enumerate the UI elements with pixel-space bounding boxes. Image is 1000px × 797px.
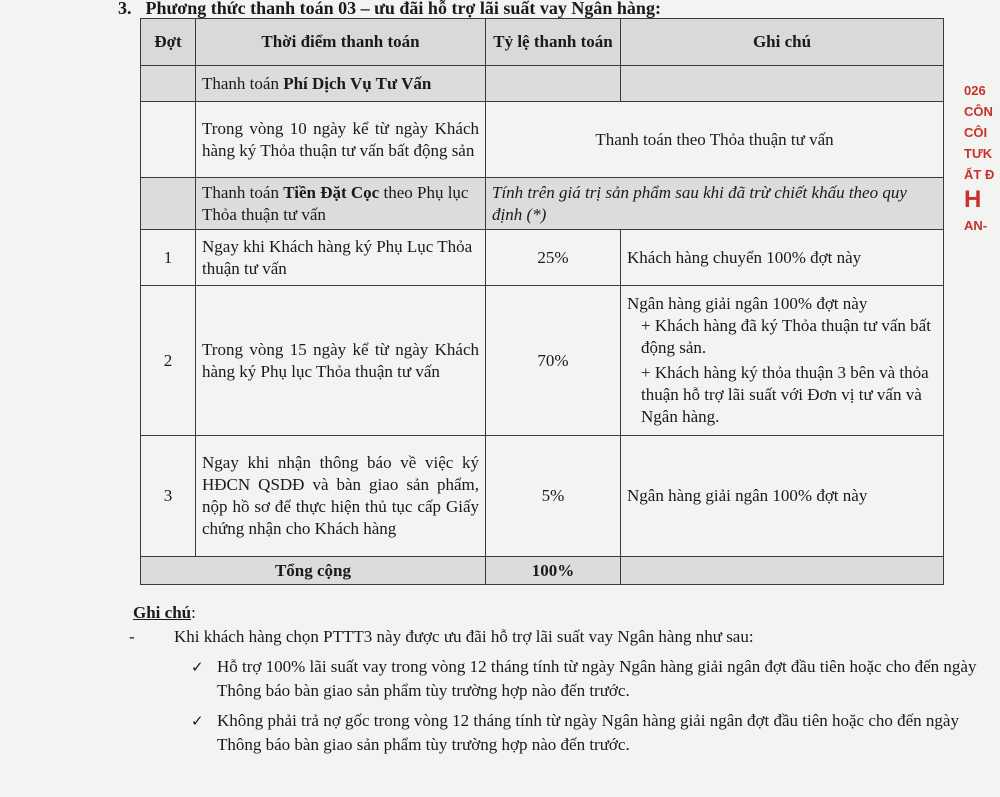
consult-time: Trong vòng 10 ngày kể từ ngày Khách hàng ký Thỏa thuận tư vấn bất động sản — [196, 102, 486, 178]
total-label: Tổng cộng — [141, 557, 486, 585]
notes-heading: Ghi chú: — [133, 603, 196, 622]
total-rate: 100% — [486, 557, 621, 585]
section-fee-label: Thanh toán Phí Dịch Vụ Tư Vấn — [196, 66, 486, 102]
table-row-consult — [141, 102, 944, 178]
section-row-fee — [141, 66, 944, 102]
checkmark-icon: ✓ — [191, 712, 204, 730]
row-note — [621, 286, 944, 436]
row-note: Khách hàng chuyển 100% đợt này — [621, 230, 944, 286]
header-dot: Đợt — [141, 19, 196, 66]
row-note-sub: + Khách hàng đã ký Thỏa thuận tư vấn bất động sản. — [641, 316, 931, 357]
deposit-note: Tính trên giá trị sản phẩm sau khi đã trừ chiết khấu theo quy định (*) — [486, 178, 944, 230]
section-row-deposit — [141, 178, 944, 230]
row-rate: 70% — [486, 286, 621, 436]
notes-title: Ghi chú — [133, 603, 192, 622]
table-row — [141, 286, 944, 436]
notes-intro: - Khi khách hàng chọn PTTT3 này được ưu đãi hỗ trợ lãi suất vay Ngân hàng như sau: — [129, 627, 754, 646]
table-header-row — [141, 19, 944, 66]
header-note: Ghi chú — [621, 19, 944, 66]
header-rate: Tỷ lệ thanh toán — [486, 19, 621, 66]
row-rate: 25% — [486, 230, 621, 286]
row-dot: 2 — [141, 286, 196, 436]
consult-merged-note: Thanh toán theo Thỏa thuận tư vấn — [486, 102, 944, 178]
payment-schedule-table — [140, 18, 944, 585]
section-number: 3. — [118, 0, 132, 18]
section-title: Phương thức thanh toán 03 – ưu đãi hỗ trợ lãi suất vay Ngân hàng: — [145, 0, 661, 18]
section-deposit-label: Thanh toán Tiền Đặt Cọc theo Phụ lục Thỏa thuận tư vấn — [196, 178, 486, 230]
row-time: Ngay khi Khách hàng ký Phụ Lục Thỏa thuận tư vấn — [196, 230, 486, 286]
section-heading — [118, 0, 661, 19]
header-time: Thời điểm thanh toán — [196, 19, 486, 66]
row-note: Ngân hàng giải ngân 100% đợt này — [621, 436, 944, 557]
row-rate: 5% — [486, 436, 621, 557]
row-dot: 3 — [141, 436, 196, 557]
checkmark-icon: ✓ — [191, 658, 204, 676]
row-time: Ngay khi nhận thông báo về việc ký HĐCN QSDĐ và bàn giao sản phẩm, nộp hồ sơ để thực hiện thủ tục cấp Giấy chứng nhận cho Khách hàng — [196, 436, 486, 557]
row-time: Trong vòng 15 ngày kể từ ngày Khách hàng ký Phụ lục Thỏa thuận tư vấn — [196, 286, 486, 436]
row-note-main: Ngân hàng giải ngân 100% đợt này — [627, 294, 868, 313]
red-seal-stamp: 026 CÔN CÔI TƯK ẤT Đ H AN- — [964, 83, 995, 233]
notes-item: ✓ Hỗ trợ 100% lãi suất vay trong vòng 12 tháng tính từ ngày Ngân hàng giải ngân đợt đầu tiên hoặc cho đến ngày Thông báo bàn giao sản phẩm tùy trường hợp nào đến trước. — [191, 657, 977, 700]
table-row — [141, 230, 944, 286]
table-row — [141, 436, 944, 557]
notes-section — [127, 601, 977, 757]
total-row — [141, 557, 944, 585]
notes-item: ✓ Không phải trả nợ gốc trong vòng 12 tháng tính từ ngày Ngân hàng giải ngân đợt đầu tiên hoặc cho đến ngày Thông báo bàn giao sản phẩm tùy trường hợp nào đến trước. — [191, 711, 959, 754]
row-note-sub: + Khách hàng ký thỏa thuận 3 bên và thỏa thuận hỗ trợ lãi suất với Đơn vị tư vấn và Ngân hàng. — [641, 363, 929, 426]
row-dot: 1 — [141, 230, 196, 286]
